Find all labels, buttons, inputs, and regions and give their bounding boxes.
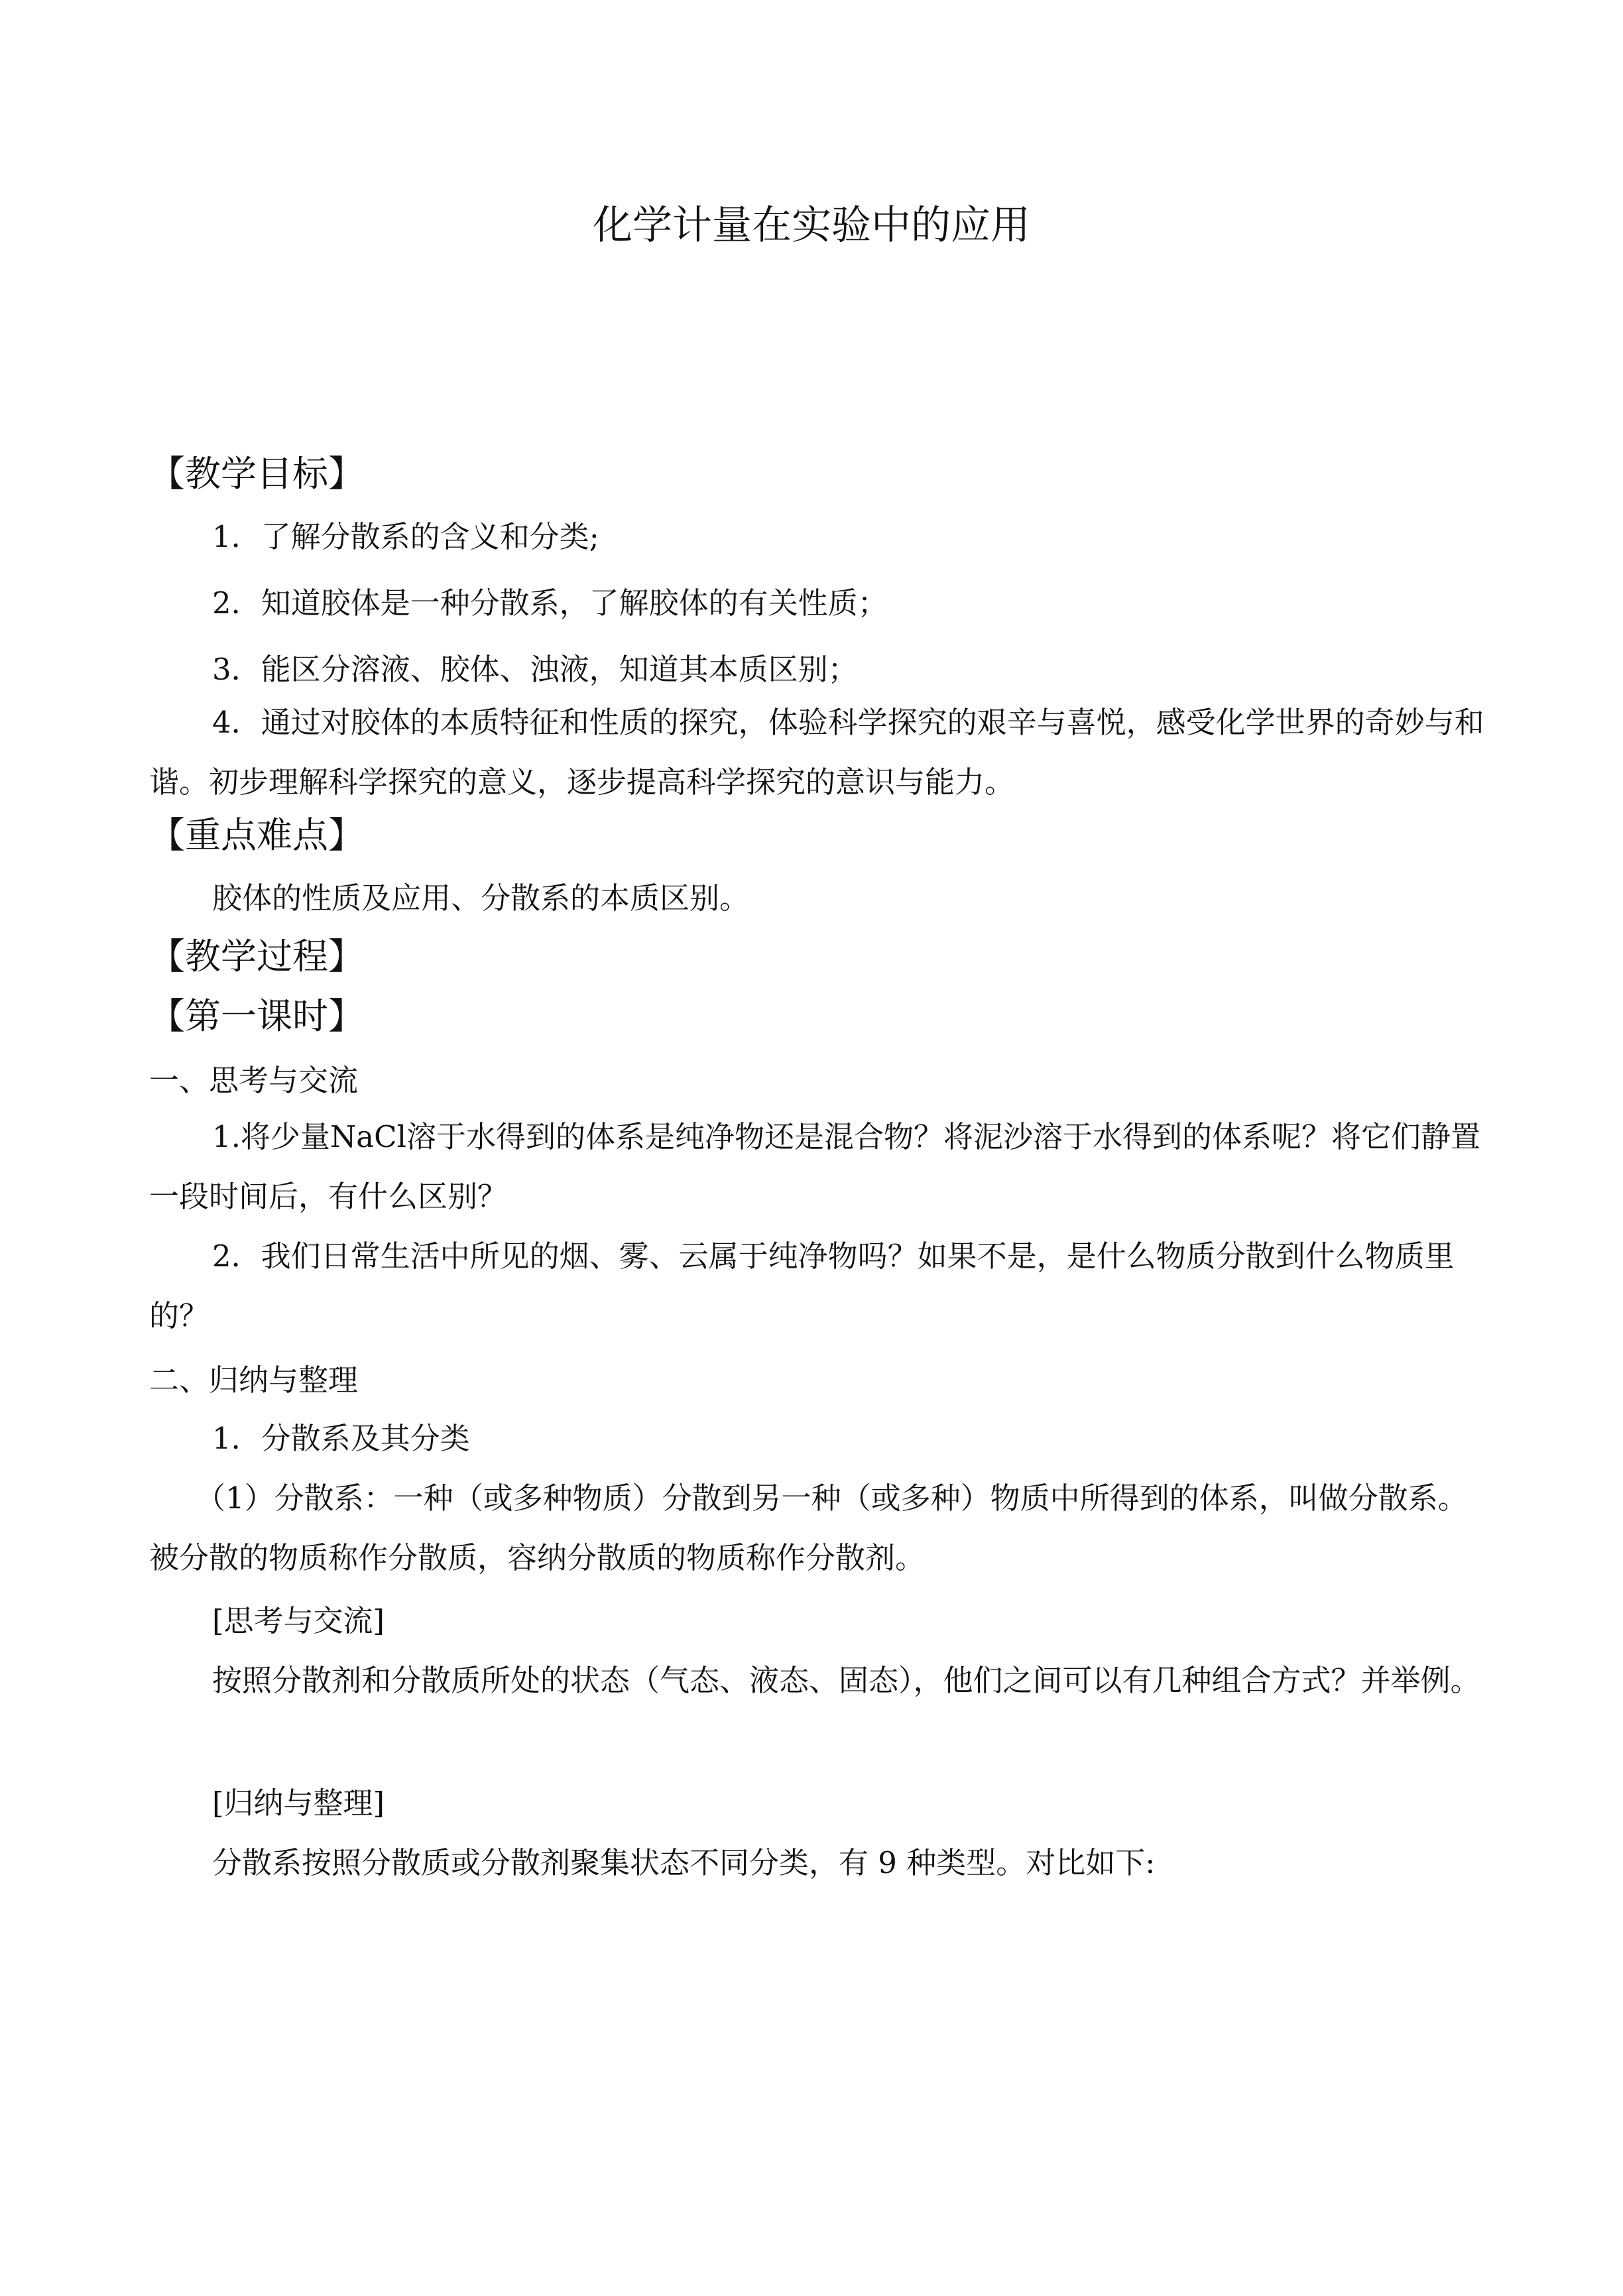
objectives-heading: 【教学目标】 (149, 453, 364, 495)
think-text: 按照分散剂和分散质所处的状态（气态、液态、固态），他们之间可以有几种组合方式？并举例。 (212, 1663, 1480, 1698)
key-points-heading: 【重点难点】 (149, 814, 364, 856)
process-heading: 【教学过程】 (149, 936, 364, 977)
part2-subheading: 1．分散系及其分类 (212, 1421, 470, 1456)
think-label: [思考与交流] (212, 1603, 385, 1638)
summary-text: 分散系按照分散质或分散剂聚集状态不同分类，有 9 种类型。对比如下: (212, 1845, 1156, 1880)
part2-heading: 二、归纳与整理 (149, 1362, 359, 1398)
objective-item-3: 3．能区分溶液、胶体、浊液，知道其本质区别； (212, 652, 858, 687)
part1-item-2: 2．我们日常生活中所见的烟、雾、云属于纯净物吗？如果不是，是什么物质分散到什么物质里的？ (149, 1239, 1455, 1333)
objective-item-4: 4．通过对胶体的本质特征和性质的探究，体验科学探究的艰辛与喜悦，感受化学世界的奇妙与和谐。初步理解科学探究的意义，逐步提高科学探究的意识与能力。 (149, 705, 1484, 800)
dispersion-definition: （1）分散系：一种（或多种物质）分散到另一种（或多种）物质中所得到的体系，叫做分散系。被分散的物质称作分散质，容纳分散质的物质称作分散剂。 (149, 1480, 1468, 1575)
page-title: 化学计量在实验中的应用 (593, 202, 1030, 249)
part1-heading: 一、思考与交流 (149, 1063, 359, 1098)
key-points-text: 胶体的性质及应用、分散系的本质区别。 (212, 880, 750, 916)
part1-item-1: 1.将少量NaCl溶于水得到的体系是纯净物还是混合物？将泥沙溶于水得到的体系呢？将它们静置一段时间后，有什么区别？ (149, 1119, 1480, 1214)
objective-item-1: 1．了解分散系的含义和分类; (212, 519, 599, 554)
objective-item-2: 2．知道胶体是一种分散系，了解胶体的有关性质； (212, 585, 888, 621)
summary-label: [归纳与整理] (212, 1785, 385, 1821)
lesson-heading: 【第一课时】 (149, 995, 364, 1037)
